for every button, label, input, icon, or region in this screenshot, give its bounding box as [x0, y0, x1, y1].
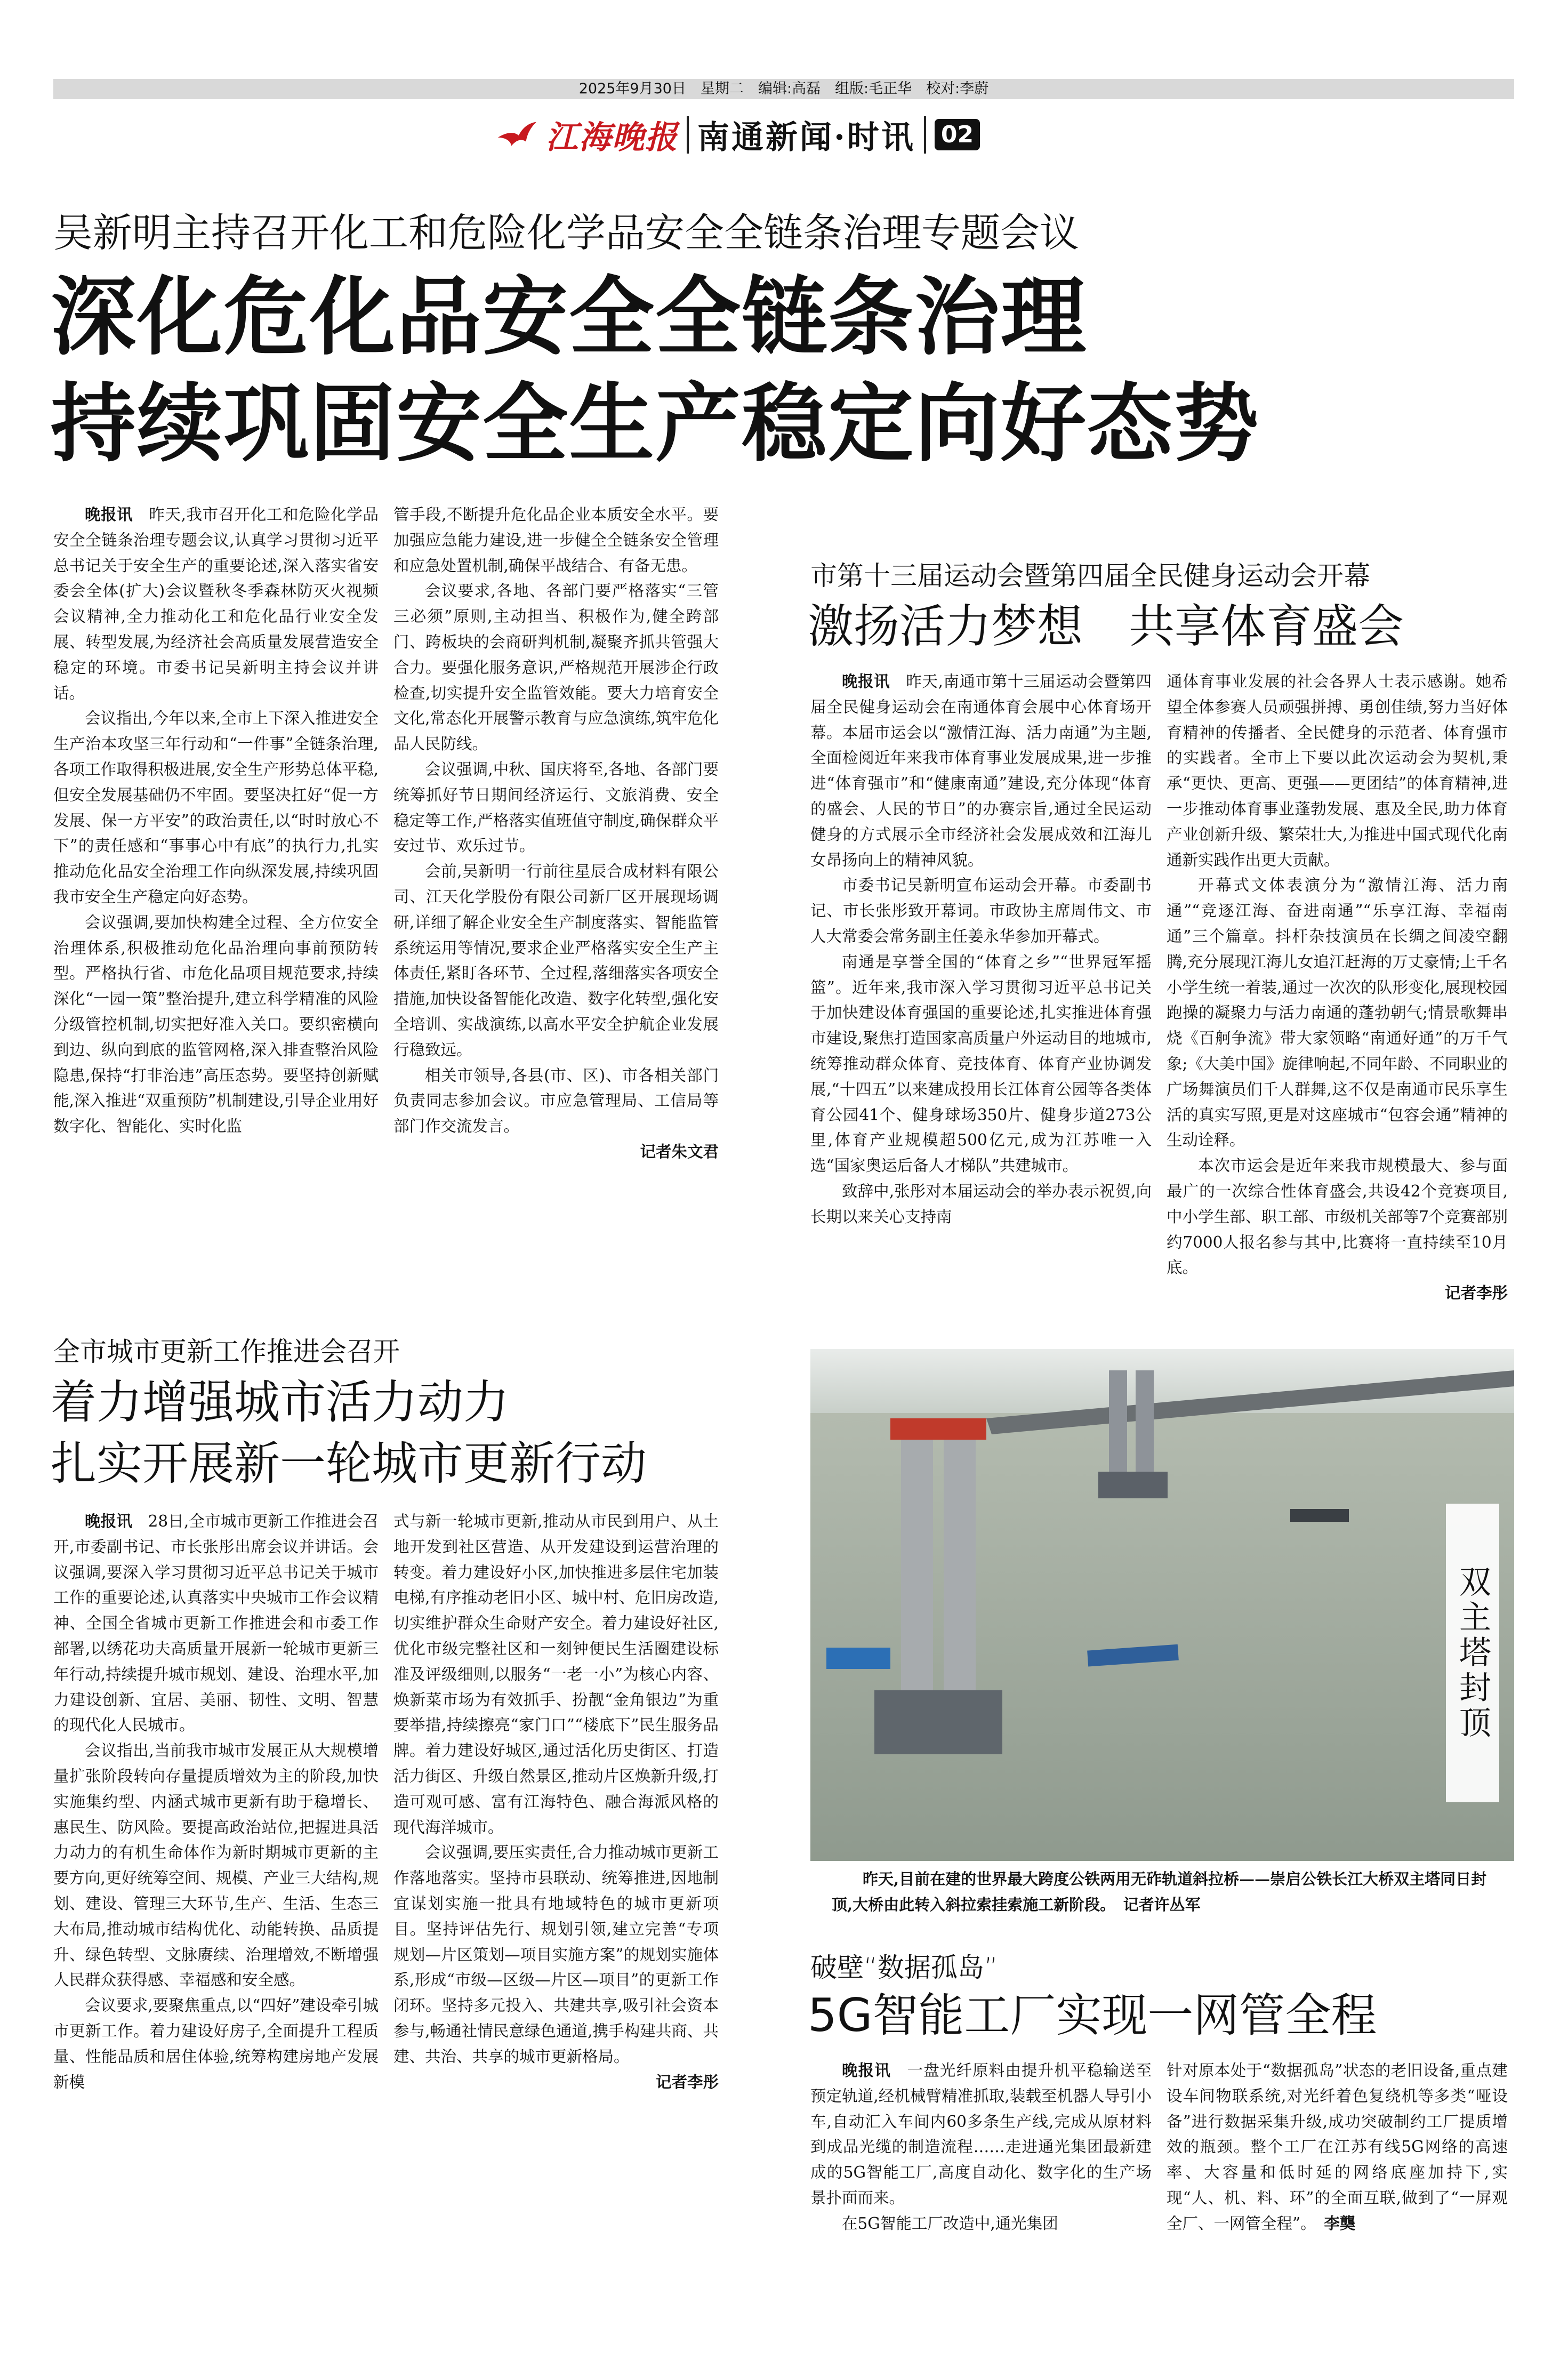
paragraph: 式与新一轮城市更新,推动从市民到用户、从土地开发到社区营造、从开发建设到运营治理的转变。着力建设好小区,加快推进多层住宅加装电梯,有序推动老旧小区、城中村、危旧房改造,切实维护群众生命财产安全。着力建设好社区,优化市级完整社区和一刻钟便民生活圈建设标准及评级细则,以服务“一老一小”为核心内容、焕新菜市场为有效抓手、扮靓“金角银边”为重要举措,持续擦亮“家门口”“楼底下”民生服务品牌。着力建设好城区,通过活化历史街区、打造活力街区、升级自然景区,推动片区焕新升级,打造可观可感、富有江海特色、融合海派风格的现代海洋城市。 [393, 1512, 719, 1836]
article1-column [53, 502, 379, 1165]
bridge-photo-illustration [810, 1349, 1514, 1861]
article3-column [393, 1509, 719, 2095]
lead-tag: 晚报讯 [842, 2061, 891, 2080]
article3-headline-line2: 扎实开展新一轮城市更新行动 [51, 1437, 647, 1490]
paragraph: 在5G智能工厂改造中,通光集团 [842, 2214, 1058, 2233]
byline: 记者朱文君 [640, 1142, 719, 1161]
article2-column [1167, 669, 1508, 1306]
paragraph-text: 针对原本处于“数据孤岛”状态的老旧设备,重点建设车间物联系统,对光纤着色复绕机等多类“哑设备”进行数据采集升级,成功突破制约工厂提质增效的瓶颈。整个工厂在江苏有线5G网络的高速率、大容量和低时延的网络底座加持下,实现“人、机、料、环”的全面互联,做到了“一屏观全厂、一网管全程”。 [1167, 2061, 1508, 2233]
article3-kicker: 全市城市更新工作推进会召开 [53, 1336, 400, 1367]
paragraph: 会议强调,要压实责任,合力推动城市更新工作落地落实。坚持市县联动、统筹推进,因地制宜谋划实施一批具有地域特色的城市更新项目。坚持评估先行、规划引领,建立完善“专项规划—片区策划—项目实施方案”的规划实施体系,形成“市级—区级—片区—项目”的更新工作闭环。坚持多元投入、共建共享,吸引社会资本参与,畅通社情民意绿色通道,携手构建共商、共建、共治、共享的城市更新格局。 [393, 1843, 719, 2066]
article4-column [810, 2058, 1152, 2237]
lead-tag: 晚报讯 [85, 1512, 132, 1530]
paragraph: 会议强调,要加快构建全过程、全方位安全治理体系,积极推动危化品治理向事前预防转型。严格执行省、市危化品项目规范要求,持续深化“一园一策”整治提升,建立科学精准的风险分级管控机制,切实把好准入关口。要织密横向到边、纵向到底的监管网格,深入排查整治风险隐患,保持“打非治违”高压态势。要坚持创新赋能,深入推进“双重预防”机制建设,引导企业用好数字化、智能化、实时化监 [53, 913, 379, 1136]
paragraph: 通体育事业发展的社会各界人士表示感谢。她希望全体参赛人员顽强拼搏、勇创佳绩,努力当好体育精神的传播者、全民健身的示范者、体育强市的实践者。全市上下要以此次运动会为契机,秉承“更快、更高、更强——更团结”的体育精神,进一步推动体育事业蓬勃发展、惠及全民,助力体育产业创新升级、繁荣壮大,为推进中国式现代化南通新实践作出更大贡献。 [1167, 672, 1508, 869]
bridge-photo [810, 1349, 1514, 1861]
byline: 李龑 [1324, 2214, 1356, 2233]
paragraph: 会议强调,中秋、国庆将至,各地、各部门要统筹抓好节日期间经济运行、文旅消费、安全稳定等工作,严格落实值班值守制度,确保群众平安过节、欢乐过节。 [393, 760, 719, 855]
paragraph [810, 2058, 1152, 2211]
photo-vertical-label: 双主塔封顶 [1446, 1504, 1499, 1802]
dateline: 2025年9月30日 星期二 编辑:高磊 组版:毛正华 校对:李蔚 [578, 81, 989, 97]
paragraph [53, 502, 379, 706]
article3-column [53, 1509, 379, 2095]
paragraph [53, 1509, 379, 1738]
article1-kicker: 吴新明主持召开化工和危险化学品安全全链条治理专题会议 [53, 210, 1079, 256]
article1-column [393, 502, 719, 1165]
article1-body [53, 502, 720, 1165]
paragraph: 相关市领导,各县(市、区)、市各相关部门负责同志参加会议。市应急管理局、工信局等部门作交流发言。 [393, 1066, 719, 1136]
lead-tag: 晚报讯 [85, 505, 133, 524]
photo-caption: 昨天,目前在建的世界最大跨度公铁两用无砟轨道斜拉桥——崇启公铁长江大桥双主塔同日封顶,大桥由此转入斜拉索挂索施工新阶段。 记者许丛军 [832, 1870, 1487, 1914]
paragraph: 会议指出,当前我市城市发展正从大规模增量扩张阶段转向存量提质增效为主的阶段,加快实施集约型、内涵式城市更新有助于稳增长、惠民生、防风险。要提高政治站位,把握进具活力动力的有机生命体作为新时期城市更新的主要方向,更好统筹空间、规模、产业三大结构,规划、建设、管理三大环节,生产、生活、生态三大布局,推动城市结构优化、动能转换、品质提升、绿色转型、文脉赓续、治理增效,不断增强人民群众获得感、幸福感和安全感。 [53, 1741, 379, 1989]
article4-column [1167, 2058, 1508, 2237]
article3-headline-line1: 着力增强城市活力动力 [51, 1376, 509, 1429]
paragraph: 致辞中,张彤对本届运动会的举办表示祝贺,向长期以来关心支持南 [810, 1182, 1152, 1226]
byline: 记者李彤 [655, 2073, 719, 2091]
article2-kicker: 市第十三届运动会暨第四届全民健身运动会开幕 [810, 560, 1370, 591]
separator [687, 116, 689, 154]
paragraph: 本次市运会是近年来我市规模最大、参与面最广的一次综合性体育盛会,共设42个竞赛项目,中小学生部、职工部、市级机关部等7个竞赛部别约7000人报名参与其中,比赛将一直持续至10月底。 [1167, 1157, 1508, 1277]
article4-kicker: 破壁“数据孤岛” [810, 1952, 998, 1983]
paragraph: 开幕式文体表演分为“激情江海、活力南通”“竞逐江海、奋进南通”“乐享江海、幸福南通”三个篇章。抖杆杂技演员在长绸之间凌空翻腾,充分展现江海儿女追江赶海的万丈豪情;上千名小学生统一着装,通过一次次的队形变化,展现校园跑操的凝聚力与活力南通的蓬勃朝气;情景歌舞串烧《百舸争流》带大家领略“南通好通”的万千气象;《大美中国》旋律响起,不同年龄、不同职业的广场舞演员们千人群舞,这不仅是南通市民乐享生活的真实写照,更是对这座城市“包容会通”精神的生动诠释。 [1167, 876, 1508, 1150]
lead-tag: 晚报讯 [842, 672, 890, 691]
article3-body [53, 1509, 736, 2095]
separator [924, 116, 926, 154]
article2-headline: 激扬活力梦想 共享体育盛会 [808, 600, 1404, 653]
section-name: 南通新闻·时讯 [697, 118, 915, 156]
paragraph: 会议指出,今年以来,全市上下深入推进安全生产治本攻坚三年行动和“一件事”全链条治理,各项工作取得积极进展,安全生产形势总体平稳,但安全发展基础仍不牢固。要坚决扛好“促一方发展、保一方平安”的政治责任,以“时时放心不下”的责任感和“事事心中有底”的执行力,扎实推动危化品安全治理工作向纵深发展,持续巩固我市安全生产稳定向好态势。 [53, 709, 379, 906]
swallow-logo-icon [496, 116, 537, 154]
paragraph: 管手段,不断提升危化品企业本质安全水平。要加强应急能力建设,进一步健全全链条安全管理和应急处置机制,确保平战结合、有备无患。 [393, 505, 719, 575]
paragraph: 会议要求,要聚焦重点,以“四好”建设牵引城市更新工作。着力建设好房子,全面提升工程质量、性能品质和居住体验,统筹构建房地产发展新模 [53, 1996, 379, 2091]
article4-body [810, 2058, 1514, 2237]
article2-column [810, 669, 1152, 1306]
article4-headline: 5G智能工厂实现一网管全程 [808, 1989, 1377, 2042]
masthead [496, 109, 980, 160]
article1-headline-line1: 深化危化品安全全链条治理 [51, 267, 1088, 367]
paragraph [810, 669, 1152, 873]
paragraph-text: 一盘光纤原料由提升机平稳输送至预定轨道,经机械臂精准抓取,装载至机器人导引小车,自动汇入车间内60多条生产线,完成从原材料到成品光缆的制造流程……走进通光集团最新建成的5G智能工厂,高度自动化、数字化的生产场景扑面而来。 [810, 2061, 1152, 2207]
paragraph: 市委书记吴新明宣布运动会开幕。市委副书记、市长张彤致开幕词。市政协主席周伟文、市人大常委会常务副主任姜永华参加开幕式。 [810, 876, 1152, 945]
paragraph-text: 28日,全市城市更新工作推进会召开,市委副书记、市长张彤出席会议并讲话。会议强调,要深入学习贯彻习近平总书记关于城市工作的重要论述,认真落实中央城市工作会议精神、全国全省城市更新工作推进会和市委工作部署,以绣花功夫高质量开展新一轮城市更新三年行动,持续提升城市规划、建设、治理水平,加力建设创新、宜居、美丽、韧性、文明、智慧的现代化人民城市。 [53, 1512, 379, 1735]
paragraph: 会前,吴新明一行前往星辰合成材料有限公司、江天化学股份有限公司新厂区开展现场调研,详细了解企业安全生产制度落实、智能监管系统运用等情况,要求企业严格落实安全生产主体责任,紧盯各环节、全过程,落细落实各项安全措施,加快设备智能化改造、数字化转型,强化安全培训、实战演练,以高水平安全护航企业发展行稳致远。 [393, 862, 719, 1059]
paragraph-text: 昨天,南通市第十三届运动会暨第四届全民健身运动会在南通体育会展中心体育场开幕。本届市运会以“激情江海、活力南通”为主题,全面检阅近年来我市体育事业发展成果,进一步推进“体育强市”和“健康南通”建设,充分体现“体育的盛会、人民的节日”的办赛宗旨,通过全民运动健身的方式展示全市经济社会发展成效和江海儿女昂扬向上的精神风貌。 [810, 672, 1152, 869]
paragraph: 南通是享誉全国的“体育之乡”“世界冠军摇篮”。近年来,我市深入学习贯彻习近平总书记关于加快建设体育强国的重要论述,扎实推进体育强市建设,聚焦打造国家高质量户外运动目的地城市,统筹推动群众体育、竞技体育、体育产业协调发展,“十四五”以来建成投用长江体育公园等各类体育公园41个、健身球场350片、健身步道273公里,体育产业规模超500亿元,成为江苏唯一入选“国家奥运后备人才梯队”共建城市。 [810, 952, 1152, 1175]
paragraph [1167, 2058, 1508, 2237]
paragraph: 会议要求,各地、各部门要严格落实“三管三必须”原则,主动担当、积极作为,健全跨部门、跨板块的会商研判机制,凝聚齐抓共管强大合力。要强化服务意识,严格规范开展涉企行政检查,切实提升安全监管效能。要大力培育安全文化,常态化开展警示教育与应急演练,筑牢危化品人民防线。 [393, 582, 719, 753]
article1-headline-line2: 持续巩固安全生产稳定向好态势 [51, 374, 1260, 473]
logo-text: 江海晚报 [546, 118, 678, 156]
byline: 记者李彤 [1444, 1284, 1508, 1303]
article2-body [810, 669, 1514, 1306]
paragraph-text: 昨天,我市召开化工和危险化学品安全全链条治理专题会议,认真学习贯彻习近平总书记关于安全生产的重要论述,深入落实省安委会全体(扩大)会议暨秋冬季森林防灭火视频会议精神,全力推动化工和危化品行业安全发展、转型发展,为经济社会高质量发展营造安全稳定的环境。市委书记吴新明主持会议并讲话。 [53, 505, 379, 702]
page-number: 02 [935, 119, 980, 150]
